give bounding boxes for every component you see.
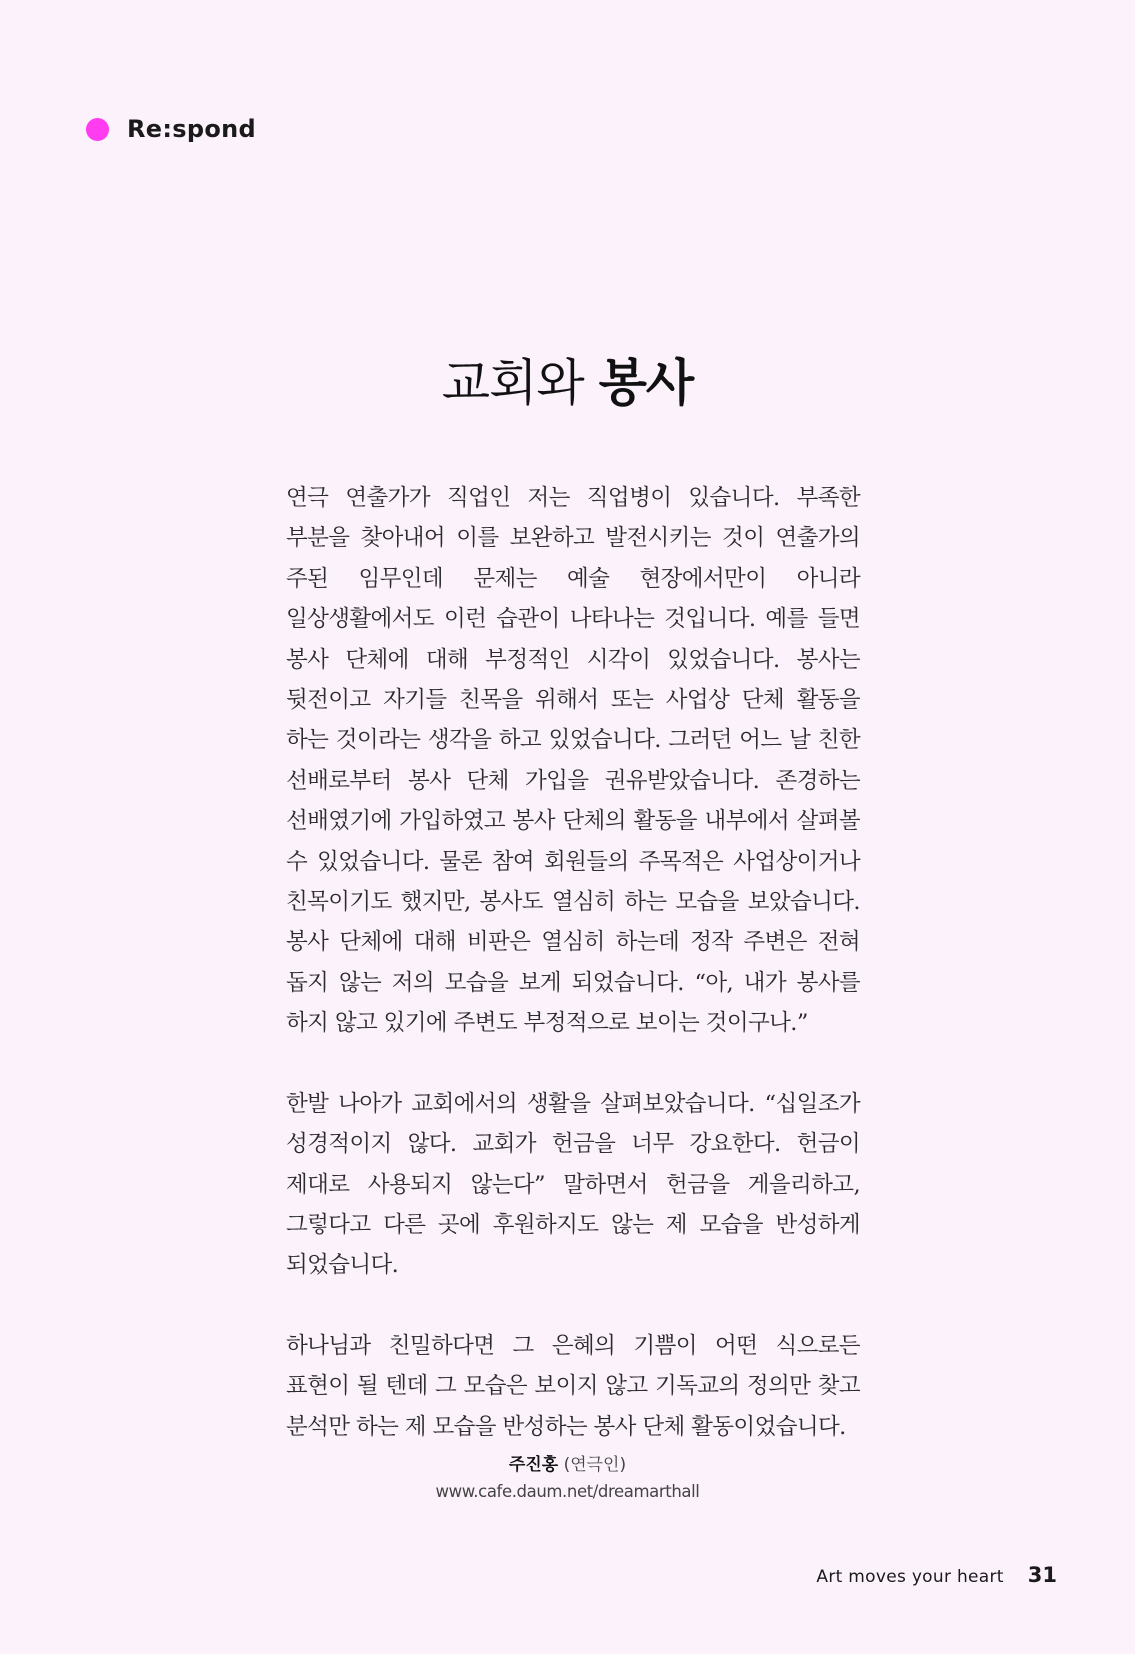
page-number: 31 bbox=[1027, 1563, 1057, 1587]
article-title-part2: 봉사 bbox=[598, 353, 694, 412]
paragraph-2: 한발 나아가 교회에서의 생활을 살펴보았습니다. “십일조가 성경적이지 않다. 교회가 헌금을 너무 강요한다. 헌금이 제대로 사용되지 않는다” 말하면서 헌금을 게을리하고, 그렇다고 다른 곳에 후원하지도 않는 제 모습을 반성하게 되었습니다. bbox=[286, 1090, 860, 1279]
section-label: Re:spond bbox=[127, 115, 256, 143]
author-role: (연극인) bbox=[563, 1455, 627, 1475]
article-title bbox=[0, 348, 1135, 418]
section-dot-icon bbox=[86, 118, 109, 141]
paragraph-3: 하나님과 친밀하다면 그 은혜의 기쁨이 어떤 식으로든 표현이 될 텐데 그 모습은 보이지 않고 기독교의 정의만 찾고 분석만 하는 제 모습을 반성하는 봉사 단체 활동이었습니다. bbox=[286, 1332, 860, 1440]
article-title-part1: 교회와 bbox=[441, 354, 584, 412]
section-header bbox=[86, 114, 256, 144]
byline-author bbox=[0, 1452, 1135, 1479]
footer-tagline: Art moves your heart bbox=[816, 1567, 1004, 1587]
author-url[interactable]: www.cafe.daum.net/dreamarthall bbox=[435, 1482, 700, 1501]
author-name: 주진홍 bbox=[508, 1455, 559, 1475]
byline bbox=[0, 1452, 1135, 1505]
article-body bbox=[286, 478, 860, 1487]
paragraph-1: 연극 연출가가 직업인 저는 직업병이 있습니다. 부족한 부분을 찾아내어 이를 보완하고 발전시키는 것이 연출가의 주된 임무인데 문제는 예술 현장에서만이 아니라 일상생활에서도 이런 습관이 나타나는 것입니다. 예를 들면 봉사 단체에 대해 부정적인 시각이 있었습니다. 봉사는 뒷전이고 자기들 친목을 위해서 또는 사업상 단체 활동을 하는 것이라는 생각을 하고 있었습니다. 그러던 어느 날 친한 선배로부터 봉사 단체 가입을 권유받았습니다. 존경하는 선배였기에 가입하였고 봉사 단체의 활동을 내부에서 살펴볼 수 있었습니다. 물론 참여 회원들의 주목적은 사업상이거나 친목이기도 했지만, 봉사도 열심히 하는 모습을 보았습니다. 봉사 단체에 대해 비판은 열심히 하는데 정작 주변은 전혀 돕지 않는 저의 모습을 보게 되었습니다. “아, 내가 봉사를 하지 않고 있기에 주변도 부정적으로 보이는 것이구나.” bbox=[286, 485, 860, 1037]
page-footer bbox=[816, 1563, 1057, 1587]
